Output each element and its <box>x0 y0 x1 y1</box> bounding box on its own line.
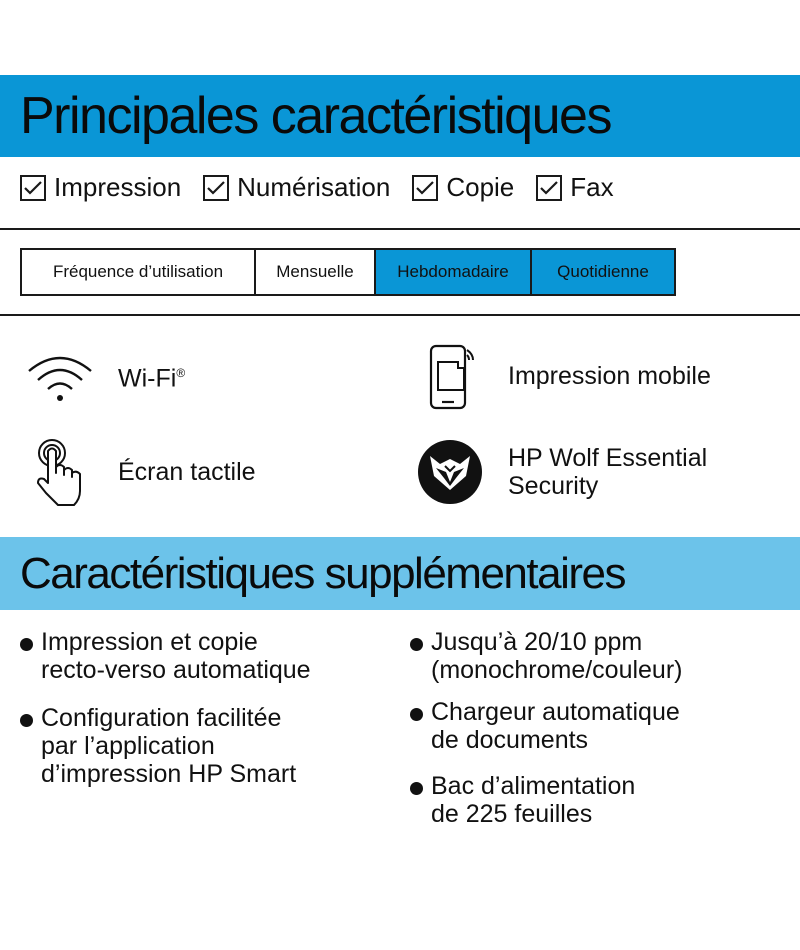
bullet-line: Jusqu’à 20/10 ppm <box>431 628 643 656</box>
wifi-text: Wi-Fi <box>118 364 177 393</box>
feature-label: Copie <box>446 172 515 202</box>
bullet-line: recto-verso automatique <box>41 656 311 684</box>
bullet-dot <box>410 708 423 721</box>
feature-label: Numérisation <box>237 172 391 202</box>
bullet-text <box>41 628 311 684</box>
feature-list <box>20 172 636 203</box>
bullet-line: de documents <box>431 726 589 754</box>
usage-option-monthly: Mensuelle <box>256 250 376 294</box>
feature-copy <box>412 172 514 203</box>
connectivity-mobile-print <box>415 341 711 411</box>
feature-label: Impression <box>54 172 182 202</box>
extra-features-banner <box>0 537 800 610</box>
wolf-security-label <box>508 444 707 500</box>
extra-features-title: Caractéristiques supplémentaires <box>20 548 625 598</box>
feature-label: Fax <box>570 172 614 202</box>
bullet-line: par l’application <box>41 732 215 760</box>
mobile-print-icon <box>415 341 485 411</box>
check-icon <box>412 175 438 201</box>
bullet-line: de 225 feuilles <box>431 800 593 828</box>
bullet-line: d’impression HP Smart <box>41 760 297 788</box>
registered-mark: ® <box>176 366 186 381</box>
divider <box>0 314 800 316</box>
check-icon <box>20 175 46 201</box>
wifi-label <box>118 359 185 392</box>
usage-option-weekly: Hebdomadaire <box>376 250 532 294</box>
wolf-security-line1: HP Wolf Essential <box>508 444 708 472</box>
list-item <box>410 698 683 754</box>
wolf-security-line2: Security <box>508 472 599 500</box>
list-item <box>410 772 683 828</box>
connectivity-wifi <box>25 341 185 411</box>
bullet-line: (monochrome/couleur) <box>431 656 683 684</box>
touchscreen-label: Écran tactile <box>118 458 256 486</box>
main-features-title: Principales caractéristiques <box>20 87 611 145</box>
divider <box>0 228 800 230</box>
feature-print <box>20 172 181 203</box>
bullet-list-left <box>20 628 311 808</box>
bullet-list-right <box>410 628 683 848</box>
list-item <box>410 628 683 684</box>
touchscreen-icon <box>25 437 95 507</box>
check-icon <box>536 175 562 201</box>
bullet-line: Bac d’alimentation <box>431 772 636 800</box>
bullet-text <box>431 698 680 754</box>
bullet-text <box>431 772 635 828</box>
feature-scan <box>203 172 390 203</box>
bullet-line: Impression et copie <box>41 628 258 656</box>
usage-frequency-table <box>20 248 676 296</box>
bullet-dot <box>410 782 423 795</box>
bullet-text <box>41 704 296 788</box>
bullet-dot <box>20 714 33 727</box>
mobile-print-label: Impression mobile <box>508 362 711 390</box>
list-item <box>20 704 311 788</box>
usage-header: Fréquence d’utilisation <box>22 250 256 294</box>
bullet-dot <box>410 638 423 651</box>
bullet-text <box>431 628 683 684</box>
check-icon <box>203 175 229 201</box>
wolf-security-icon <box>415 437 485 507</box>
usage-option-daily: Quotidienne <box>532 250 674 294</box>
connectivity-wolf-security <box>415 437 707 507</box>
list-item <box>20 628 311 684</box>
connectivity-touchscreen <box>25 437 256 507</box>
wifi-icon <box>25 341 95 411</box>
bullet-line: Configuration facilitée <box>41 704 282 732</box>
bullet-dot <box>20 638 33 651</box>
bullet-line: Chargeur automatique <box>431 698 680 726</box>
main-features-banner <box>0 75 800 157</box>
feature-fax <box>536 172 613 203</box>
